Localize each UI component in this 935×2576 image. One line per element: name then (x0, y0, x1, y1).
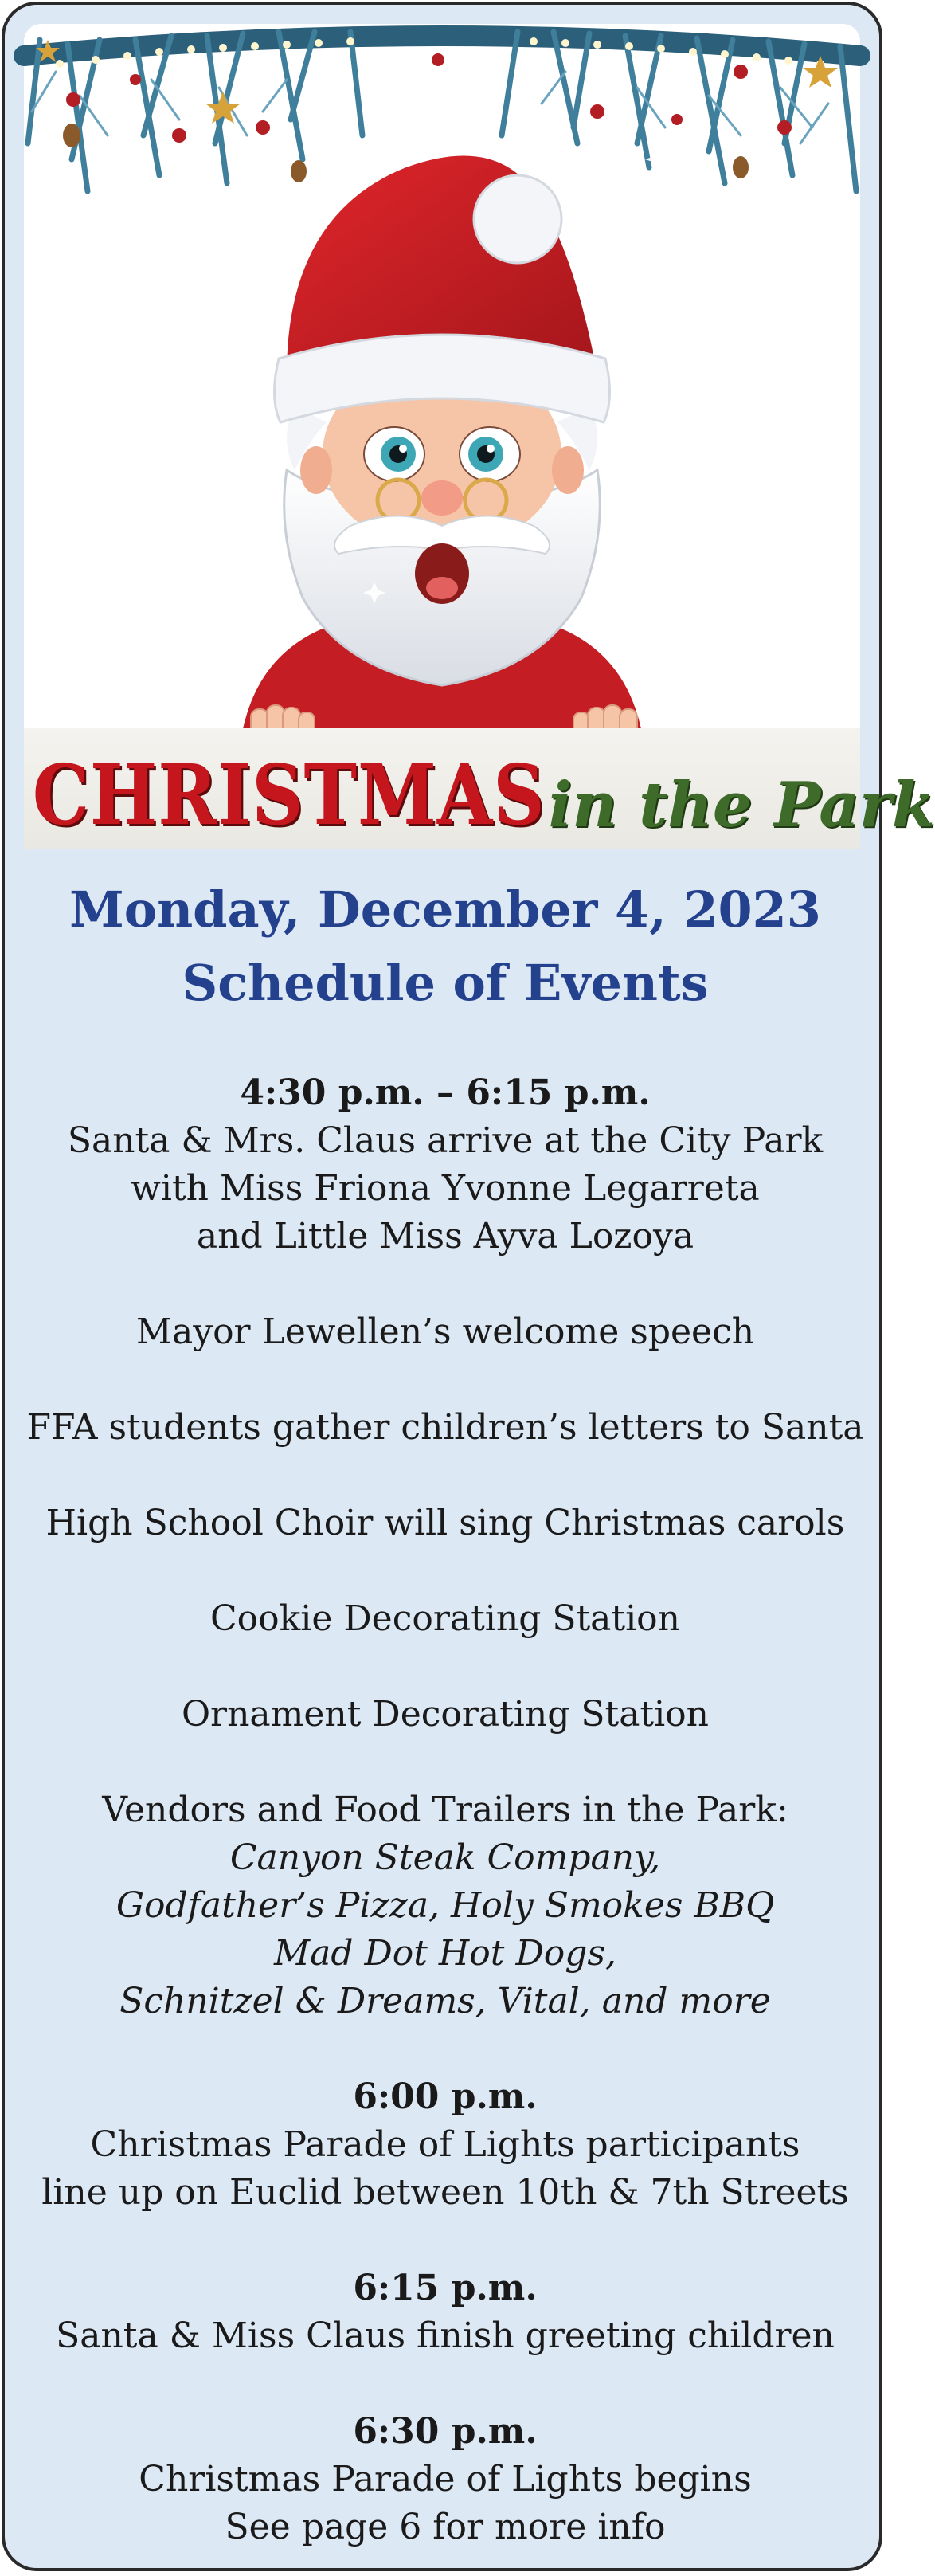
event-line: and Little Miss Ayva Lozoya (196, 1216, 694, 1257)
event-line: with Miss Friona Yvonne Legarreta (131, 1168, 760, 1209)
event-line: High School Choir will sing Christmas carols (45, 1503, 845, 1543)
event-line: Cookie Decorating Station (209, 1598, 680, 1639)
event-time: 6:30 p.m. (353, 2411, 538, 2452)
event-time: 6:15 p.m. (353, 2268, 538, 2308)
event-item (5, 2264, 886, 2360)
event-item (5, 1404, 886, 1452)
event-item (5, 1069, 886, 1261)
event-line: Mayor Lewellen’s welcome speech (135, 1312, 755, 1352)
header-illustration (24, 24, 935, 849)
event-line: Christmas Parade of Lights begins (139, 2459, 752, 2500)
vendor-name: Schnitzel & Dreams, Vital, and more (119, 1981, 771, 2021)
event-item (5, 1786, 886, 2025)
event-line: Christmas Parade of Lights participants (90, 2124, 800, 2165)
event-logo (24, 741, 935, 844)
event-line: Santa & Mrs. Claus arrive at the City Park (67, 1120, 824, 1161)
event-item (5, 1500, 886, 1547)
vendor-name: Godfather’s Pizza, Holy Smokes BBQ (115, 1885, 775, 1926)
event-line: Ornament Decorating Station (181, 1694, 710, 1735)
schedule-subtitle: Schedule of Events (182, 954, 709, 1012)
event-line: Vendors and Food Trailers in the Park: (102, 1790, 788, 1830)
event-item (5, 1308, 886, 1356)
event-item (5, 2073, 886, 2217)
event-line: FFA students gather children’s letters to Santa (26, 1407, 864, 1448)
santa-illustration (24, 24, 860, 849)
flyer-frame (2, 2, 935, 2571)
logo-in-the-park-text: in the Park (548, 769, 935, 841)
logo-christmas-text: CHRISTMAS (32, 746, 546, 844)
event-line: Santa & Miss Claus finish greeting children (56, 2315, 835, 2356)
vendor-name: Canyon Steak Company, (229, 1837, 661, 1878)
event-item (5, 1691, 886, 1739)
events-list (5, 1069, 886, 2551)
event-time: 4:30 p.m. – 6:15 p.m. (240, 1072, 651, 1113)
hat-pompom (474, 175, 561, 263)
event-line: line up on Euclid between 10th & 7th Streets (41, 2172, 849, 2213)
schedule-content (5, 873, 886, 2551)
event-item (5, 1595, 886, 1643)
event-line: See page 6 for more info (225, 2507, 666, 2547)
event-date-heading: Monday, December 4, 2023 (69, 880, 821, 939)
vendor-name: Mad Dot Hot Dogs, (274, 1933, 616, 1974)
event-item (5, 2408, 886, 2551)
event-time: 6:00 p.m. (353, 2076, 538, 2117)
